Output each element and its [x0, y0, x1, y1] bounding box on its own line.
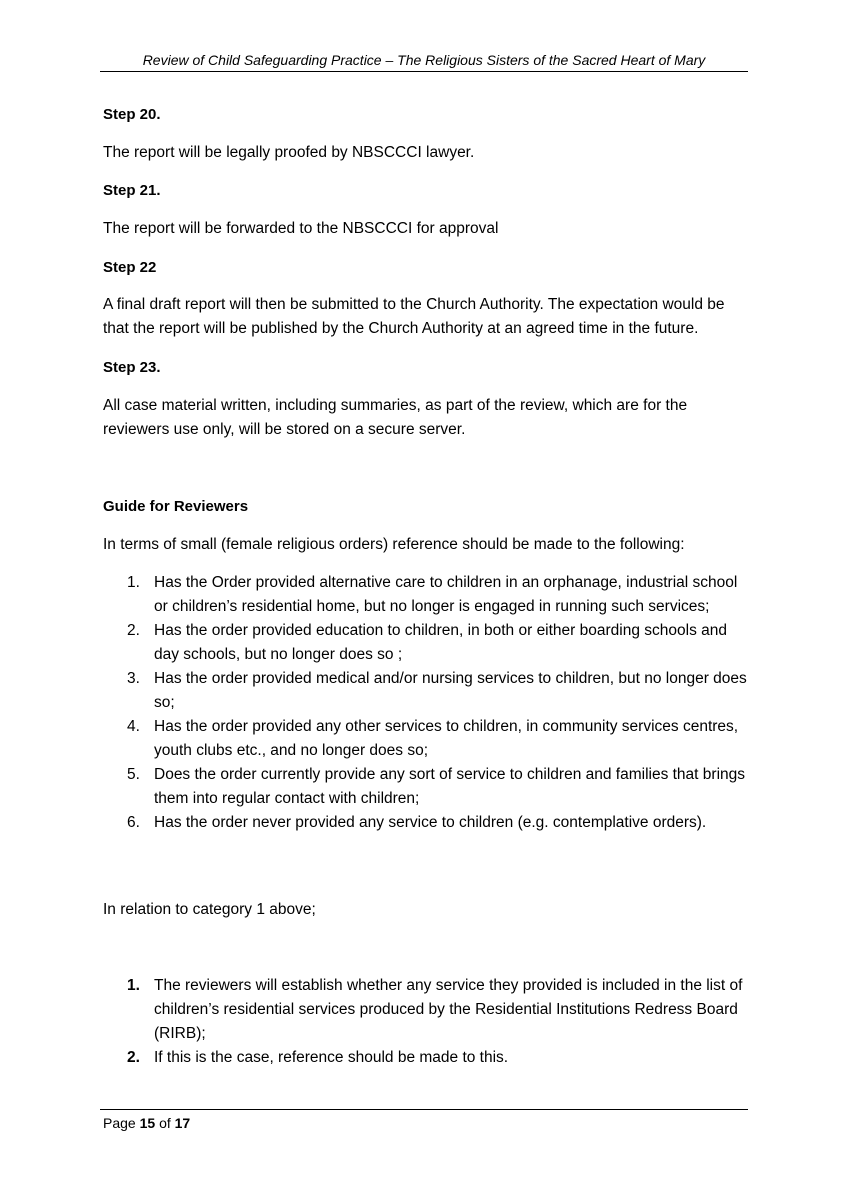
- list-number: 4.: [127, 718, 140, 735]
- list-item: [103, 667, 748, 715]
- list-number: 6.: [127, 814, 140, 831]
- step-20-text: The report will be legally proofed by NBSCCCI lawyer.: [103, 144, 475, 161]
- running-header: Review of Child Safeguarding Practice – The Religious Sisters of the Sacred Heart of Mary: [142, 52, 706, 68]
- step-23-text: All case material written, including summaries, as part of the review, which are for the reviewers use only, will be stored on a secure server.: [103, 397, 688, 438]
- page-footer: [103, 1114, 190, 1132]
- list-item: [103, 811, 748, 835]
- category-1-intro: In relation to category 1 above;: [103, 901, 316, 918]
- list-item-text: If this is the case, reference should be made to this.: [154, 1049, 509, 1066]
- list-number: 1.: [127, 574, 140, 591]
- list-item: [103, 619, 748, 667]
- list-item-text: The reviewers will establish whether any service they provided is included in the list of children’s residential services produced by the Residential Institutions Redress Board (RIRB);: [154, 977, 743, 1042]
- list-number: 1.: [127, 977, 140, 994]
- list-item-text: Has the order provided any other services to children, in community services centres, youth clubs etc., and no longer does so;: [154, 718, 739, 759]
- footer-rule: [100, 1109, 748, 1110]
- step-22-text: A final draft report will then be submitted to the Church Authority. The expectation would be that the report will be published by the Church Authority at an agreed time in the future.: [103, 296, 725, 337]
- list-item-text: Has the order provided medical and/or nursing services to children, but no longer does so;: [154, 670, 747, 711]
- page-total: 17: [174, 1115, 191, 1131]
- step-22-heading: Step 22: [103, 259, 157, 276]
- list-item: [103, 974, 748, 1046]
- step-21-heading: Step 21.: [103, 182, 161, 199]
- of-label: of: [159, 1115, 171, 1131]
- guide-heading: Guide for Reviewers: [103, 498, 249, 515]
- category-1-list: [103, 974, 748, 1070]
- list-item-text: Has the Order provided alternative care to children in an orphanage, industrial school or children’s residential home, but no longer is engaged in running such services;: [154, 574, 738, 615]
- list-item-text: Has the order provided education to children, in both or either boarding schools and day schools, but no longer does so ;: [154, 622, 728, 663]
- guide-intro: In terms of small (female religious orders) reference should be made to the following:: [103, 536, 685, 553]
- step-20-heading: Step 20.: [103, 106, 161, 123]
- list-item-text: Does the order currently provide any sort of service to children and families that brings them into regular contact with children;: [154, 766, 746, 807]
- step-21-text: The report will be forwarded to the NBSCCCI for approval: [103, 220, 499, 237]
- page-label: Page: [103, 1115, 136, 1131]
- guide-list: [103, 571, 748, 835]
- page-number: 15: [139, 1115, 156, 1131]
- list-item: [103, 715, 748, 763]
- list-item: [103, 1046, 748, 1070]
- step-23-heading: Step 23.: [103, 359, 161, 376]
- list-number: 5.: [127, 766, 140, 783]
- list-number: 2.: [127, 1049, 140, 1066]
- list-item-text: Has the order never provided any service to children (e.g. contemplative orders).: [154, 814, 707, 831]
- header-rule: [100, 71, 748, 72]
- list-number: 2.: [127, 622, 140, 639]
- list-number: 3.: [127, 670, 140, 687]
- list-item: [103, 763, 748, 811]
- list-item: [103, 571, 748, 619]
